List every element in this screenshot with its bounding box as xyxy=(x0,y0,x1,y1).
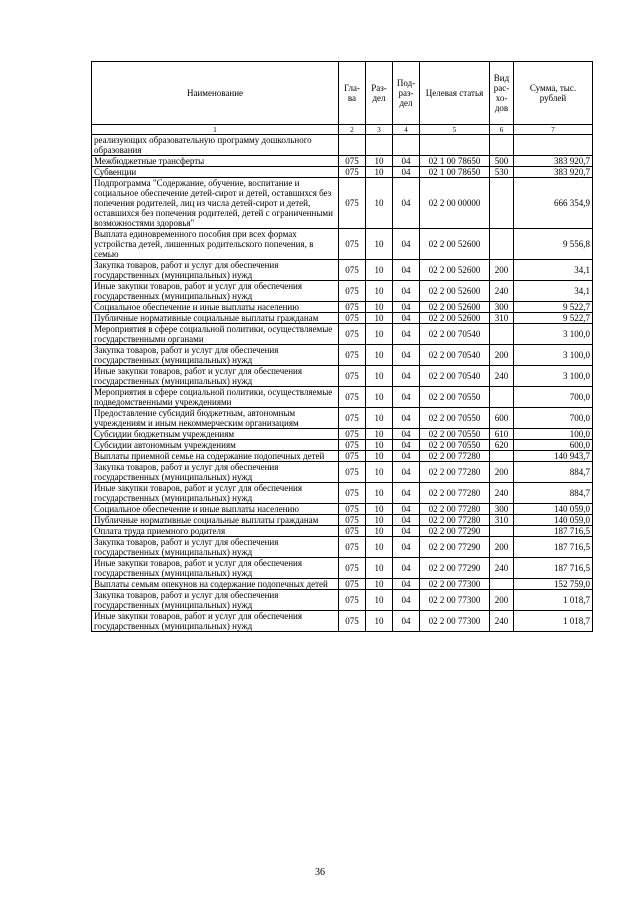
cell-razdel: 10 xyxy=(366,366,393,387)
cell-sum: 140 059,0 xyxy=(514,504,593,515)
cell-glava: 075 xyxy=(339,537,366,558)
cell-vid: 200 xyxy=(490,260,514,281)
cell-razdel: 10 xyxy=(366,526,393,537)
cell-vid: 300 xyxy=(490,504,514,515)
cell-razdel: 10 xyxy=(366,483,393,504)
cell-sum: 666 354,9 xyxy=(514,178,593,229)
cell-glava: 075 xyxy=(339,408,366,429)
cell-target: 02 2 00 70550 xyxy=(420,429,490,440)
budget-table-container xyxy=(91,61,592,632)
table-row xyxy=(92,483,593,504)
cell-razdel: 10 xyxy=(366,408,393,429)
cell-vid xyxy=(490,526,514,537)
table-row xyxy=(92,178,593,229)
cell-razdel: 10 xyxy=(366,167,393,178)
cell-glava: 075 xyxy=(339,611,366,632)
cell-sum xyxy=(514,135,593,156)
cell-target: 02 2 00 77280 xyxy=(420,515,490,526)
cell-name: Закупка товаров, работ и услуг для обеспечения государственных (муниципальных) нужд xyxy=(92,590,339,611)
table-row xyxy=(92,429,593,440)
cell-vid: 200 xyxy=(490,537,514,558)
table-row xyxy=(92,313,593,324)
cell-glava: 075 xyxy=(339,366,366,387)
cell-podrazdel: 04 xyxy=(393,387,420,408)
cell-glava: 075 xyxy=(339,515,366,526)
cell-razdel: 10 xyxy=(366,451,393,462)
column-number: 1 xyxy=(92,125,339,135)
cell-name: Выплаты приемной семье на содержание подопечных детей xyxy=(92,451,339,462)
cell-glava: 075 xyxy=(339,462,366,483)
cell-vid: 240 xyxy=(490,483,514,504)
cell-name: Оплата труда приемного родителя xyxy=(92,526,339,537)
cell-glava: 075 xyxy=(339,526,366,537)
cell-glava: 075 xyxy=(339,167,366,178)
cell-name: Публичные нормативные социальные выплаты гражданам xyxy=(92,313,339,324)
cell-vid xyxy=(490,135,514,156)
cell-razdel: 10 xyxy=(366,537,393,558)
cell-target: 02 2 00 77290 xyxy=(420,526,490,537)
cell-razdel: 10 xyxy=(366,387,393,408)
cell-vid xyxy=(490,579,514,590)
cell-sum: 700,0 xyxy=(514,387,593,408)
cell-razdel xyxy=(366,135,393,156)
cell-target: 02 2 00 70540 xyxy=(420,324,490,345)
cell-glava: 075 xyxy=(339,229,366,260)
cell-sum: 152 759,0 xyxy=(514,579,593,590)
cell-target: 02 2 00 52600 xyxy=(420,313,490,324)
cell-vid xyxy=(490,178,514,229)
cell-razdel: 10 xyxy=(366,313,393,324)
cell-name: Иные закупки товаров, работ и услуг для обеспечения государственных (муниципальных) нужд xyxy=(92,483,339,504)
cell-sum: 700,0 xyxy=(514,408,593,429)
cell-vid: 300 xyxy=(490,302,514,313)
cell-glava: 075 xyxy=(339,281,366,302)
cell-podrazdel: 04 xyxy=(393,526,420,537)
cell-glava: 075 xyxy=(339,451,366,462)
cell-vid: 240 xyxy=(490,558,514,579)
cell-target: 02 2 00 77300 xyxy=(420,611,490,632)
table-row xyxy=(92,537,593,558)
cell-podrazdel: 04 xyxy=(393,451,420,462)
cell-glava: 075 xyxy=(339,579,366,590)
cell-sum: 884,7 xyxy=(514,483,593,504)
table-row xyxy=(92,281,593,302)
cell-sum: 1 018,7 xyxy=(514,611,593,632)
cell-vid: 240 xyxy=(490,611,514,632)
cell-sum: 3 100,0 xyxy=(514,345,593,366)
cell-target: 02 2 00 77280 xyxy=(420,504,490,515)
column-numbers-row xyxy=(92,125,593,135)
cell-vid: 200 xyxy=(490,590,514,611)
cell-name: Субсидии бюджетным учреждениям xyxy=(92,429,339,440)
cell-target: 02 2 00 70540 xyxy=(420,345,490,366)
cell-razdel: 10 xyxy=(366,440,393,451)
cell-vid: 620 xyxy=(490,440,514,451)
cell-name: Закупка товаров, работ и услуг для обеспечения государственных (муниципальных) нужд xyxy=(92,260,339,281)
table-row xyxy=(92,366,593,387)
cell-glava: 075 xyxy=(339,483,366,504)
cell-podrazdel: 04 xyxy=(393,260,420,281)
header-razdel: Раз-дел xyxy=(366,62,393,125)
page-number: 36 xyxy=(315,867,325,878)
cell-glava: 075 xyxy=(339,345,366,366)
cell-vid: 530 xyxy=(490,167,514,178)
table-row xyxy=(92,504,593,515)
cell-podrazdel: 04 xyxy=(393,366,420,387)
cell-podrazdel: 04 xyxy=(393,483,420,504)
cell-name: Предоставление субсидий бюджетным, автономным учреждениям и иным некоммерческим организациям xyxy=(92,408,339,429)
cell-target: 02 2 00 52600 xyxy=(420,260,490,281)
cell-name: Публичные нормативные социальные выплаты гражданам xyxy=(92,515,339,526)
cell-target: 02 1 00 78650 xyxy=(420,167,490,178)
cell-name: Социальное обеспечение и иные выплаты населению xyxy=(92,504,339,515)
cell-vid xyxy=(490,229,514,260)
cell-name: Иные закупки товаров, работ и услуг для обеспечения государственных (муниципальных) нужд xyxy=(92,611,339,632)
cell-vid xyxy=(490,324,514,345)
cell-razdel: 10 xyxy=(366,281,393,302)
cell-sum: 34,1 xyxy=(514,281,593,302)
cell-podrazdel: 04 xyxy=(393,504,420,515)
table-row xyxy=(92,387,593,408)
cell-name: Закупка товаров, работ и услуг для обеспечения государственных (муниципальных) нужд xyxy=(92,462,339,483)
cell-podrazdel: 04 xyxy=(393,313,420,324)
cell-name: Мероприятия в сфере социальной политики, осуществляемые подведомственными учреждениями xyxy=(92,387,339,408)
cell-sum: 9 522,7 xyxy=(514,302,593,313)
cell-glava: 075 xyxy=(339,260,366,281)
cell-podrazdel: 04 xyxy=(393,345,420,366)
cell-podrazdel: 04 xyxy=(393,462,420,483)
cell-razdel: 10 xyxy=(366,229,393,260)
cell-vid: 200 xyxy=(490,462,514,483)
table-row xyxy=(92,526,593,537)
cell-vid: 310 xyxy=(490,313,514,324)
cell-podrazdel: 04 xyxy=(393,281,420,302)
cell-vid xyxy=(490,451,514,462)
table-row xyxy=(92,156,593,167)
cell-target: 02 1 00 78650 xyxy=(420,156,490,167)
cell-name: Мероприятия в сфере социальной политики, осуществляемые государственными органами xyxy=(92,324,339,345)
cell-name: Субвенции xyxy=(92,167,339,178)
cell-sum: 187 716,5 xyxy=(514,558,593,579)
cell-target: 02 2 00 52600 xyxy=(420,229,490,260)
header-target: Целевая статья xyxy=(420,62,490,125)
table-row xyxy=(92,590,593,611)
cell-podrazdel: 04 xyxy=(393,156,420,167)
cell-target: 02 2 00 77290 xyxy=(420,558,490,579)
cell-razdel: 10 xyxy=(366,156,393,167)
table-row xyxy=(92,515,593,526)
table-row xyxy=(92,302,593,313)
cell-name: Иные закупки товаров, работ и услуг для обеспечения государственных (муниципальных) нужд xyxy=(92,366,339,387)
cell-target: 02 2 00 52600 xyxy=(420,302,490,313)
cell-razdel: 10 xyxy=(366,504,393,515)
cell-razdel: 10 xyxy=(366,260,393,281)
cell-name: Выплата единовременного пособия при всех формах устройства детей, лишенных родительского попечения, в семью xyxy=(92,229,339,260)
cell-razdel: 10 xyxy=(366,324,393,345)
cell-name: Субсидии автономным учреждениям xyxy=(92,440,339,451)
cell-podrazdel: 04 xyxy=(393,579,420,590)
table-row xyxy=(92,167,593,178)
cell-podrazdel: 04 xyxy=(393,167,420,178)
cell-podrazdel: 04 xyxy=(393,178,420,229)
cell-vid: 610 xyxy=(490,429,514,440)
cell-podrazdel: 04 xyxy=(393,515,420,526)
column-number: 4 xyxy=(393,125,420,135)
header-glava: Гла-ва xyxy=(339,62,366,125)
cell-target: 02 2 00 77280 xyxy=(420,462,490,483)
cell-name: Закупка товаров, работ и услуг для обеспечения государственных (муниципальных) нужд xyxy=(92,537,339,558)
cell-podrazdel xyxy=(393,135,420,156)
column-number: 2 xyxy=(339,125,366,135)
table-row xyxy=(92,579,593,590)
cell-sum: 9 556,8 xyxy=(514,229,593,260)
column-number: 6 xyxy=(490,125,514,135)
cell-target: 02 2 00 77280 xyxy=(420,451,490,462)
cell-sum: 140 059,0 xyxy=(514,515,593,526)
cell-target: 02 2 00 70550 xyxy=(420,440,490,451)
table-row xyxy=(92,135,593,156)
cell-vid: 240 xyxy=(490,281,514,302)
cell-podrazdel: 04 xyxy=(393,229,420,260)
cell-razdel: 10 xyxy=(366,611,393,632)
cell-sum: 34,1 xyxy=(514,260,593,281)
cell-sum: 3 100,0 xyxy=(514,324,593,345)
cell-target: 02 2 00 77290 xyxy=(420,537,490,558)
cell-podrazdel: 04 xyxy=(393,558,420,579)
cell-target: 02 2 00 77300 xyxy=(420,590,490,611)
cell-podrazdel: 04 xyxy=(393,408,420,429)
cell-sum: 600,0 xyxy=(514,440,593,451)
table-row xyxy=(92,611,593,632)
cell-glava: 075 xyxy=(339,558,366,579)
table-row xyxy=(92,345,593,366)
cell-podrazdel: 04 xyxy=(393,429,420,440)
cell-vid: 310 xyxy=(490,515,514,526)
cell-name: Выплаты семьям опекунов на содержание подопечных детей xyxy=(92,579,339,590)
cell-razdel: 10 xyxy=(366,178,393,229)
table-header-row xyxy=(92,62,593,125)
cell-glava: 075 xyxy=(339,178,366,229)
cell-target: 02 2 00 77280 xyxy=(420,483,490,504)
table-row xyxy=(92,260,593,281)
table-row xyxy=(92,440,593,451)
cell-sum: 187 716,5 xyxy=(514,526,593,537)
column-number: 5 xyxy=(420,125,490,135)
cell-glava: 075 xyxy=(339,590,366,611)
column-number: 3 xyxy=(366,125,393,135)
cell-razdel: 10 xyxy=(366,302,393,313)
cell-name: Иные закупки товаров, работ и услуг для обеспечения государственных (муниципальных) нужд xyxy=(92,558,339,579)
cell-razdel: 10 xyxy=(366,558,393,579)
cell-podrazdel: 04 xyxy=(393,590,420,611)
cell-target: 02 2 00 70550 xyxy=(420,387,490,408)
cell-glava: 075 xyxy=(339,504,366,515)
table-row xyxy=(92,408,593,429)
cell-name: Закупка товаров, работ и услуг для обеспечения государственных (муниципальных) нужд xyxy=(92,345,339,366)
cell-podrazdel: 04 xyxy=(393,440,420,451)
cell-name: Иные закупки товаров, работ и услуг для обеспечения государственных (муниципальных) нужд xyxy=(92,281,339,302)
header-podrazdel: Под-раз-дел xyxy=(393,62,420,125)
table-row xyxy=(92,229,593,260)
cell-glava: 075 xyxy=(339,429,366,440)
cell-razdel: 10 xyxy=(366,590,393,611)
table-row xyxy=(92,558,593,579)
cell-name: Подпрограмма "Содержание, обучение, воспитание и социальное обеспечение детей-сирот и детей, оставшихся без попечения родителей, лиц из числа детей-сирот и детей, оставшихся без попечения родителей, детей с ограниченными возможностями здоровья" xyxy=(92,178,339,229)
cell-podrazdel: 04 xyxy=(393,302,420,313)
cell-sum: 383 920,7 xyxy=(514,156,593,167)
cell-glava: 075 xyxy=(339,387,366,408)
column-number: 7 xyxy=(514,125,593,135)
cell-razdel: 10 xyxy=(366,462,393,483)
cell-target: 02 2 00 70550 xyxy=(420,408,490,429)
cell-glava: 075 xyxy=(339,313,366,324)
cell-razdel: 10 xyxy=(366,515,393,526)
cell-sum: 383 920,7 xyxy=(514,167,593,178)
cell-name: Социальное обеспечение и иные выплаты населению xyxy=(92,302,339,313)
header-sum: Сумма, тыс. рублей xyxy=(514,62,593,125)
cell-name: реализующих образовательную программу дошкольного образования xyxy=(92,135,339,156)
table-row xyxy=(92,451,593,462)
cell-vid: 600 xyxy=(490,408,514,429)
cell-sum: 140 943,7 xyxy=(514,451,593,462)
cell-name: Межбюджетные трансферты xyxy=(92,156,339,167)
cell-razdel: 10 xyxy=(366,579,393,590)
cell-glava: 075 xyxy=(339,440,366,451)
cell-sum: 100,0 xyxy=(514,429,593,440)
cell-podrazdel: 04 xyxy=(393,324,420,345)
cell-razdel: 10 xyxy=(366,345,393,366)
cell-glava: 075 xyxy=(339,302,366,313)
header-name: Наименование xyxy=(92,62,339,125)
cell-sum: 884,7 xyxy=(514,462,593,483)
cell-vid xyxy=(490,387,514,408)
cell-podrazdel: 04 xyxy=(393,537,420,558)
cell-vid: 500 xyxy=(490,156,514,167)
cell-sum: 3 100,0 xyxy=(514,366,593,387)
cell-sum: 1 018,7 xyxy=(514,590,593,611)
cell-sum: 187 716,5 xyxy=(514,537,593,558)
budget-table xyxy=(91,61,593,632)
cell-target: 02 2 00 77300 xyxy=(420,579,490,590)
cell-razdel: 10 xyxy=(366,429,393,440)
cell-glava: 075 xyxy=(339,324,366,345)
cell-sum: 9 522,7 xyxy=(514,313,593,324)
table-row xyxy=(92,324,593,345)
cell-target: 02 2 00 00000 xyxy=(420,178,490,229)
cell-target: 02 2 00 52600 xyxy=(420,281,490,302)
table-body xyxy=(92,135,593,632)
cell-podrazdel: 04 xyxy=(393,611,420,632)
cell-vid: 200 xyxy=(490,345,514,366)
header-vid: Вид рас-хо-дов xyxy=(490,62,514,125)
cell-vid: 240 xyxy=(490,366,514,387)
cell-target xyxy=(420,135,490,156)
cell-glava: 075 xyxy=(339,156,366,167)
cell-target: 02 2 00 70540 xyxy=(420,366,490,387)
cell-glava xyxy=(339,135,366,156)
table-row xyxy=(92,462,593,483)
